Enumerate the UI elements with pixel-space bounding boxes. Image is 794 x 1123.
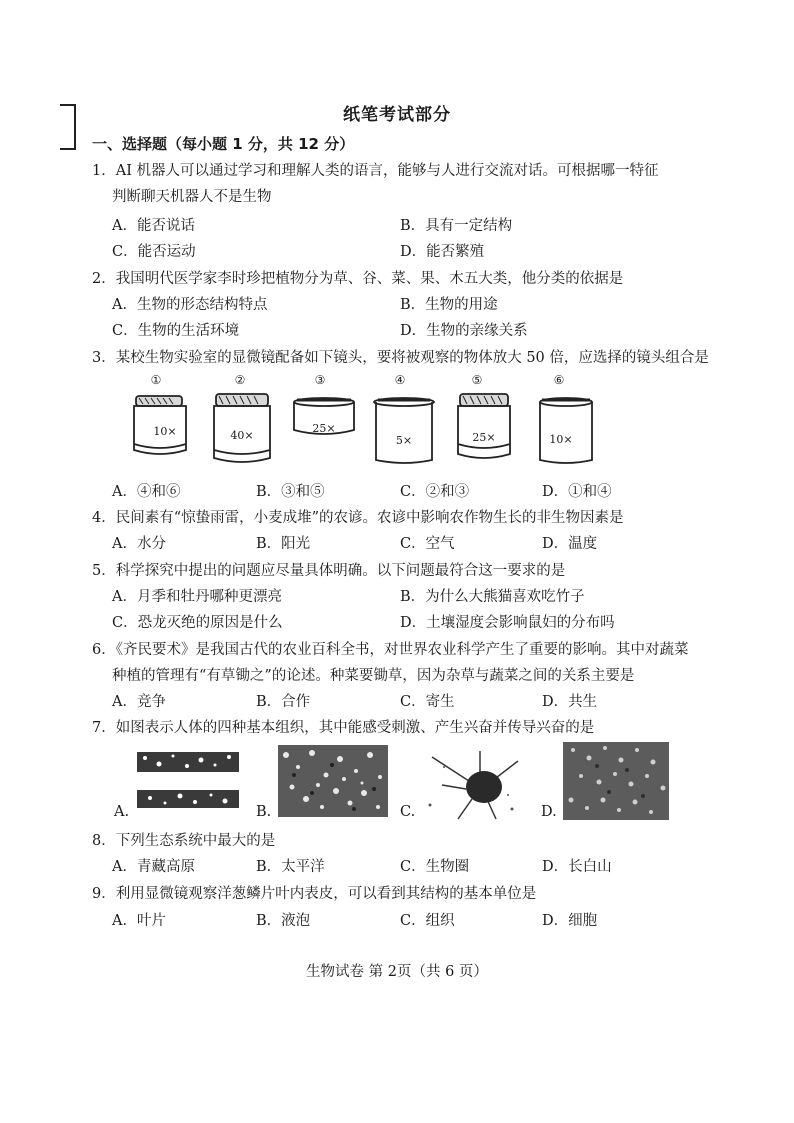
lens-3-number: ③ — [314, 373, 326, 387]
question-9-option-a: A．叶片 — [112, 913, 166, 929]
question-7-option-d: D. — [541, 804, 557, 820]
question-3-text: 3．某校生物实验室的显微镜配备如下镜头，要将被观察的物体放大 50 倍，应选择的镜头组合是 — [92, 350, 709, 366]
question-6-text: 6．《齐民要术》是我国古代的农业百科全书，对世界农业科学产生了重要的影响。其中对蔬菜 — [92, 642, 689, 658]
question-6-text-cont: 种植的管理有“有草锄之”的论述。种菜要锄草，因为杂草与蔬菜之间的关系主要是 — [112, 668, 635, 684]
lens-1-number: ① — [150, 373, 162, 387]
lens-6-number: ⑥ — [553, 373, 565, 387]
question-3-option-b: B．③和⑤ — [256, 484, 325, 500]
question-4-option-c: C．空气 — [400, 536, 455, 552]
question-4-option-d: D．温度 — [542, 536, 598, 552]
question-6-option-b: B．合作 — [256, 694, 311, 710]
question-1-text: 1．AI 机器人可以通过学习和理解人类的语言，能够与人进行交流对话。可根据哪一特征 — [92, 163, 659, 179]
question-5-option-d: D．土壤湿度会影响鼠妇的分布吗 — [400, 615, 615, 631]
lens-4-number: ④ — [394, 373, 406, 387]
tissue-image-a — [135, 748, 241, 812]
question-9-text: 9．利用显微镜观察洋葱鳞片叶内表皮，可以看到其结构的基本单位是 — [92, 886, 537, 902]
question-7-option-a: A. — [114, 804, 130, 820]
question-8-text: 8．下列生态系统中最大的是 — [92, 833, 276, 849]
question-7-option-b: B. — [256, 804, 272, 820]
page-title: 纸笔考试部分 — [343, 105, 451, 125]
tissue-image-d — [563, 742, 669, 820]
lens-1-magnification: 10× — [153, 425, 177, 438]
question-8-option-c: C．生物圈 — [400, 859, 470, 875]
lens-5-number: ⑤ — [471, 373, 483, 387]
question-6-option-c: C．寄生 — [400, 694, 455, 710]
lens-2-magnification: 40× — [230, 429, 254, 442]
tissue-image-b — [278, 745, 388, 817]
question-8-option-a: A．青藏高原 — [112, 859, 195, 875]
question-1-option-a: A．能否说话 — [112, 218, 195, 234]
question-4-option-b: B．阳光 — [256, 536, 311, 552]
lens-5-magnification: 25× — [472, 431, 496, 444]
lens-6-magnification: 10× — [549, 433, 573, 446]
lens-3-magnification: 25× — [312, 422, 336, 435]
question-9-option-d: D．细胞 — [542, 913, 598, 929]
question-5-text: 5．科学探究中提出的问题应尽量具体明确。以下问题最符合这一要求的是 — [92, 563, 566, 579]
question-3-option-a: A．④和⑥ — [112, 484, 181, 500]
lens-5-icon — [458, 394, 510, 458]
question-4-option-a: A．水分 — [112, 536, 166, 552]
question-6-option-a: A．竞争 — [112, 694, 166, 710]
lens-6-icon — [540, 398, 592, 463]
question-9-option-b: B．液泡 — [256, 913, 311, 929]
question-7-text: 7．如图表示人体的四种基本组织，其中能感受刺激、产生兴奋并传导兴奋的是 — [92, 720, 595, 736]
question-2-option-d: D．生物的亲缘关系 — [400, 323, 528, 339]
question-5-option-b: B．为什么大熊猫喜欢吃竹子 — [400, 589, 585, 605]
question-1-option-c: C．能否运动 — [112, 244, 196, 260]
question-8-option-b: B．太平洋 — [256, 859, 325, 875]
question-4-text: 4．民间素有“惊蛰雨雷，小麦成堆”的农谚。农谚中影响农作物生长的非生物因素是 — [92, 510, 624, 526]
section-heading: 一、选择题（每小题 1 分，共 12 分） — [92, 135, 355, 153]
tissue-image-c — [422, 745, 524, 823]
lens-4-magnification: 5× — [395, 434, 413, 447]
question-5-option-c: C．恐龙灭绝的原因是什么 — [112, 615, 283, 631]
question-3-option-c: C．②和③ — [400, 484, 470, 500]
question-6-option-d: D．共生 — [542, 694, 598, 710]
question-2-text: 2．我国明代医学家李时珍把植物分为草、谷、菜、果、木五大类，他分类的依据是 — [92, 271, 624, 287]
question-5-option-a: A．月季和牡丹哪种更漂亮 — [112, 589, 282, 605]
question-9-option-c: C．组织 — [400, 913, 455, 929]
question-3-option-d: D．①和④ — [542, 484, 612, 500]
lens-2-icon — [214, 394, 270, 462]
question-1-text-cont: 判断聊天机器人不是生物 — [112, 189, 272, 205]
question-2-option-c: C．生物的生活环境 — [112, 323, 240, 339]
page-footer: 生物试卷 第 2页（共 6 页） — [306, 964, 488, 980]
question-1-option-b: B．具有一定结构 — [400, 218, 513, 234]
question-1-option-d: D．能否繁殖 — [400, 244, 485, 260]
lens-2-number: ② — [234, 373, 246, 387]
question-2-option-a: A．生物的形态结构特点 — [112, 297, 268, 313]
lens-4-icon — [374, 398, 434, 463]
question-8-option-d: D．长白山 — [542, 859, 612, 875]
question-2-option-b: B．生物的用途 — [400, 297, 498, 313]
question-7-option-c: C. — [400, 804, 416, 820]
microscope-lenses-figure — [120, 390, 620, 475]
